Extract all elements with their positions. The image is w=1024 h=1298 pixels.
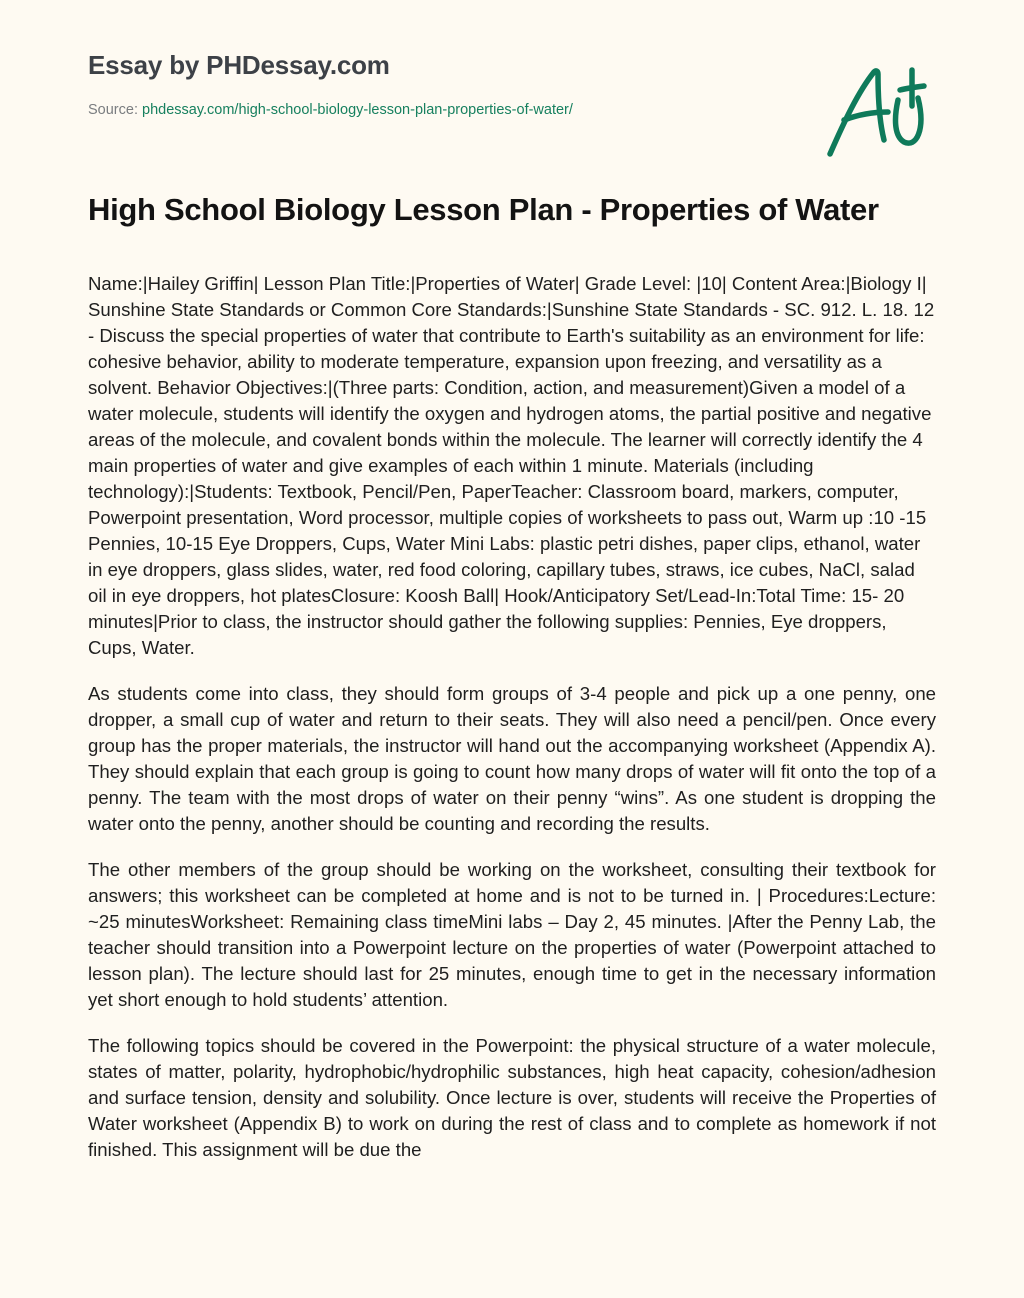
a-plus-grade-icon [822, 62, 932, 162]
source-label: Source: [88, 102, 142, 118]
source-link[interactable]: phdessay.com/high-school-biology-lesson-plan-properties-of-water/ [142, 102, 573, 118]
paragraph-lesson-details: Name:|Hailey Griffin| Lesson Plan Title:|Properties of Water| Grade Level: |10| Content Area:|Biology I| Sunshine State Standards or Common Core Standards:|Sunshine State Standards - SC. 912. L. 18. 12 - Discuss the special properties of water that contribute to Earth's suitability as an environment for life: cohesive behavior, ability to moderate temperature, expansion upon freezing, and versatility as a solvent. Behavior Objectives:|(Three parts: Condition, action, and measurement)Given a model of a water molecule, students will identify the oxygen and hydrogen atoms, the partial positive and negative areas of the molecule, and covalent bonds within the molecule. The learner will correctly identify the 4 main properties of water and give examples of each within 1 minute. Materials (including technology):|Students: Textbook, Pencil/Pen, PaperTeacher: Classroom board, markers, computer, Powerpoint presentation, Word processor, multiple copies of worksheets to pass out, Warm up :10 -15 Pennies, 10-15 Eye Droppers, Cups, Water Mini Labs: plastic petri dishes, paper clips, ethanol, water in eye droppers, glass slides, water, red food coloring, capillary tubes, straws, ice cubes, NaCl, salad oil in eye droppers, hot platesClosure: Koosh Ball| Hook/Anticipatory Set/Lead-In:Total Time: 15- 20 minutes|Prior to class, the instructor should gather the following supplies: Pennies, Eye droppers, Cups, Water. [88, 273, 935, 658]
site-header [88, 48, 788, 120]
article-body [88, 271, 936, 1183]
content-clip-overlay [0, 1256, 1024, 1298]
paragraph-worksheet-procedures: The other members of the group should be working on the worksheet, consulting their textbook for answers; this worksheet can be completed at home and is not to be turned in. | Procedures:Lecture: ~25 minutesWorksheet: Remaining class timeMini labs – Day 2, 45 minutes. |After the Penny Lab, the teacher should transition into a Powerpoint lecture on the properties of water (Powerpoint attached to lesson plan). The lecture should last for 25 minutes, enough time to get in the necessary information yet short enough to hold students’ attention. [88, 859, 936, 1010]
paragraph-penny-activity: As students come into class, they should form groups of 3-4 people and pick up a one penny, one dropper, a small cup of water and return to their seats. They will also need a pencil/pen. Once every group has the proper materials, the instructor will hand out the accompanying worksheet (Appendix A). They should explain that each group is going to count how many drops of water will fit onto the top of a penny. The team with the most drops of water on their penny “wins”. As one student is dropping the water onto the penny, another should be counting and recording the results. [88, 683, 936, 834]
source-line [88, 100, 788, 120]
paragraph-powerpoint-topics: The following topics should be covered in the Powerpoint: the physical structure of a water molecule, states of matter, polarity, hydrophobic/hydrophilic substances, high heat capacity, cohesion/adhesion and surface tension, density and solubility. Once lecture is over, students will receive the Properties of Water worksheet (Appendix B) to work on during the rest of class and to complete as homework if not finished. This assignment will be due the [88, 1035, 936, 1160]
site-brand[interactable]: Essay by PHDessay.com [88, 50, 390, 80]
article-title: High School Biology Lesson Plan - Properties of Water [88, 192, 879, 227]
